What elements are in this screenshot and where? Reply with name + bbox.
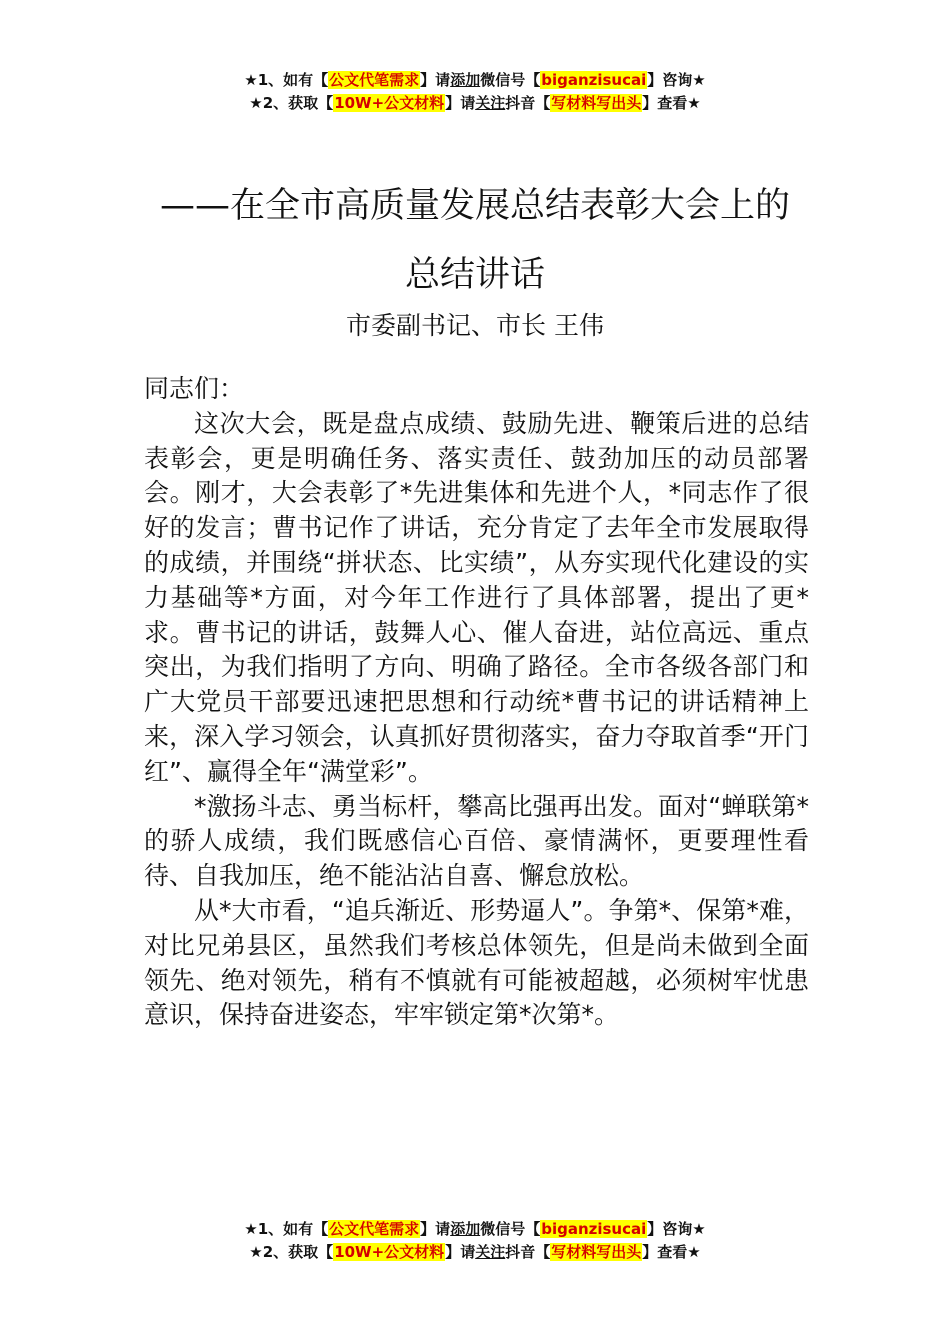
promo-text: 】请 (445, 94, 476, 112)
promo-line-2 (0, 92, 950, 115)
promo-highlight: 10W+公文材料 (334, 94, 445, 112)
promo-text: ★1、如有【 (244, 1220, 329, 1238)
promo-underlined-text: 关注 (475, 1243, 506, 1261)
promo-highlight: 公文代笔需求 (329, 1220, 420, 1238)
document-title-line-2: 总结讲话 (404, 255, 545, 295)
promo-text: ★2、获取【 (249, 94, 334, 112)
salutation: 同志们： (144, 374, 245, 403)
promo-highlight: biganzisucai (541, 71, 647, 89)
promo-underlined-text: 关注 (475, 94, 506, 112)
promo-highlight: 10W+公文材料 (334, 1243, 445, 1261)
promo-text: 】请 (420, 71, 451, 89)
promo-underlined-text: 添加 (450, 71, 481, 89)
promo-text: ★1、如有【 (244, 71, 329, 89)
promo-highlight: 写材料写出头 (551, 94, 642, 112)
promo-line-2 (0, 1241, 950, 1264)
footer-promo-banner (0, 1218, 950, 1264)
document-body (144, 372, 809, 1033)
promo-line-1 (0, 1218, 950, 1241)
promo-text: 抖音【 (505, 1243, 551, 1261)
promo-highlight: 公文代笔需求 (329, 71, 420, 89)
promo-text: 】查看★ (642, 1243, 701, 1261)
promo-text: ★2、获取【 (249, 1243, 334, 1261)
body-paragraph: 这次大会，既是盘点成绩、鼓励先进、鞭策后进的总结表彰会，更是明确任务、落实责任、鼓劲加压的动员部署会。刚才，大会表彰了*先进集体和先进个人，*同志作了很好的发言；曹书记作了讲话，充分肯定了去年全市发展取得的成绩，并围绕“拼状态、比实绩”，从夯实现代化建设的实力基础等*方面，对今年工作进行了具体部署，提出了更*求。曹书记的讲话，鼓舞人心、催人奋进，站位高远、重点突出，为我们指明了方向、明确了路径。全市各级各部门和广大党员干部要迅速把思想和行动统*曹书记的讲话精神上来，深入学习领会，认真抓好贯彻落实，奋力夺取首季“开门红”、赢得全年“满堂彩”。 (144, 408, 809, 786)
promo-text: 】请 (445, 1243, 476, 1261)
document-title-line-1: ——在全市高质量发展总结表彰大会上的 (159, 186, 790, 226)
promo-text: 微信号【 (480, 71, 541, 89)
promo-underlined-text: 添加 (450, 1220, 481, 1238)
body-paragraph: 从*大市看，“追兵渐近、形势逼人”。争第*、保第*难，对比兄弟县区，虽然我们考核总体领先，但是尚未做到全面领先、绝对领先，稍有不慎就有可能被超越，必须树牢忧患意识，保持奋进姿态，牢牢锁定第*次第*。 (144, 895, 809, 1030)
promo-text: 】查看★ (642, 94, 701, 112)
promo-text: 】咨询★ (647, 71, 706, 89)
document-author: 市委副书记、市长 王伟 (346, 311, 604, 340)
promo-highlight: 写材料写出头 (551, 1243, 642, 1261)
promo-highlight: biganzisucai (541, 1220, 647, 1238)
body-paragraph: *激扬斗志、勇当标杆，攀高比强再出发。面对“蝉联第*的骄人成绩，我们既感信心百倍、豪情满怀，更要理性看待、自我加压，绝不能沾沾自喜、懈怠放松。 (144, 791, 809, 891)
promo-line-1 (0, 69, 950, 92)
promo-text: 抖音【 (505, 94, 551, 112)
promo-text: 微信号【 (480, 1220, 541, 1238)
header-promo-banner (0, 69, 950, 115)
promo-text: 】咨询★ (647, 1220, 706, 1238)
promo-text: 】请 (420, 1220, 451, 1238)
